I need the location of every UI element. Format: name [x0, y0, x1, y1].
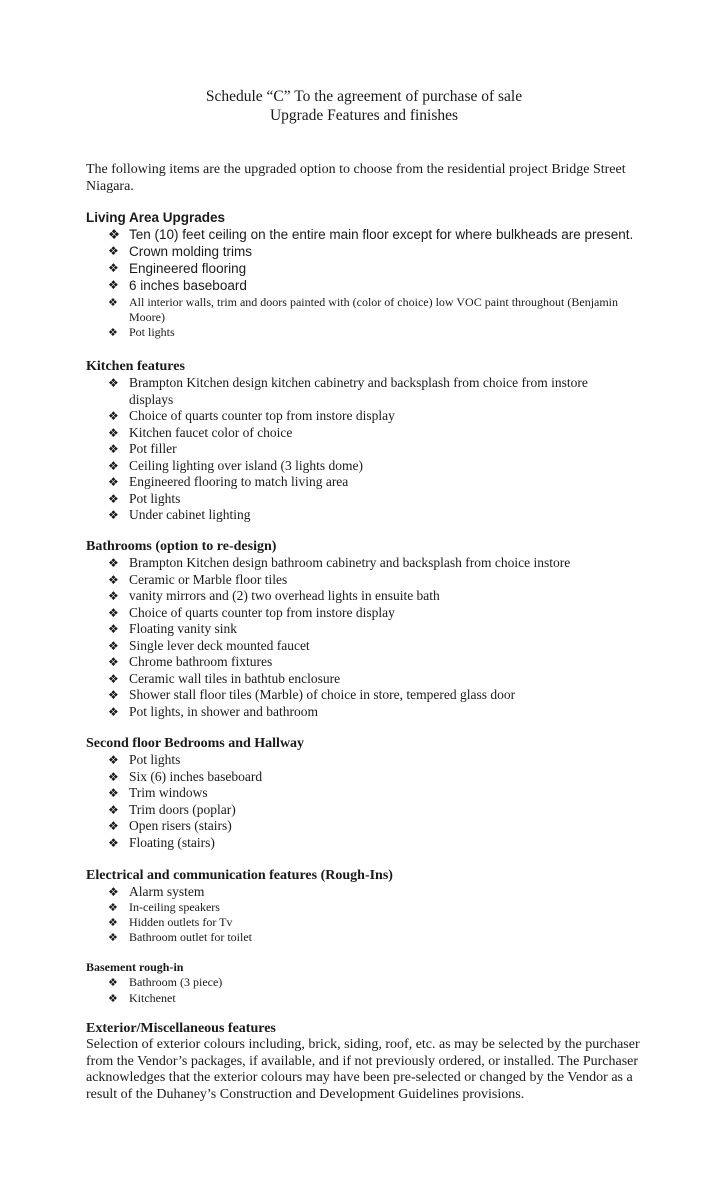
list-item-text: Ceiling lighting over island (3 lights dome)	[129, 457, 363, 473]
bullet-diamond-icon: ❖	[108, 296, 118, 309]
list-item-text: Brampton Kitchen design bathroom cabinetry and backsplash from choice instore	[129, 555, 571, 570]
bullet-list	[86, 752, 686, 851]
list-item-text: Ceramic wall tiles in bathtub enclosure	[129, 670, 341, 686]
section-heading: Electrical and communication features (Rough-Ins)	[86, 868, 393, 883]
bullet-diamond-icon: ❖	[108, 931, 118, 944]
list-item-text: vanity mirrors and (2) two overhead lights in ensuite bath	[129, 588, 440, 603]
bullet-diamond-icon: ❖	[108, 409, 119, 423]
list-item-text: Ten (10) feet ceiling on the entire main floor except for where bulkheads are present.	[129, 226, 634, 242]
bullet-diamond-icon: ❖	[108, 753, 119, 767]
bullet-diamond-icon: ❖	[108, 769, 119, 784]
list-item	[108, 802, 686, 819]
bullet-diamond-icon: ❖	[108, 572, 119, 587]
list-item	[108, 638, 686, 655]
title-line-2: Upgrade Features and finishes	[269, 107, 459, 124]
list-item-text: Trim windows	[129, 785, 208, 800]
bullet-diamond-icon: ❖	[108, 458, 119, 473]
list-item	[108, 785, 686, 802]
bullet-diamond-icon: ❖	[108, 326, 118, 339]
list-item-text: Single lever deck mounted faucet	[129, 637, 310, 653]
bullet-list	[86, 555, 686, 720]
list-item-text: All interior walls, trim and doors painted with (color of choice) low VOC paint throughout (Benjamin Moore)	[129, 295, 619, 324]
bullet-diamond-icon: ❖	[108, 508, 119, 522]
list-item	[108, 605, 686, 622]
list-item-text: Ceramic or Marble floor tiles	[129, 571, 288, 587]
bullet-diamond-icon: ❖	[108, 622, 119, 636]
bullet-diamond-icon: ❖	[108, 991, 118, 1005]
section-heading: Basement rough-in	[86, 960, 184, 974]
list-item	[108, 491, 628, 508]
bullet-diamond-icon: ❖	[108, 244, 119, 258]
list-item	[108, 671, 686, 688]
list-item-text: Pot filler	[129, 441, 177, 456]
list-item	[108, 572, 686, 589]
section-basement	[86, 960, 686, 1006]
list-item	[108, 474, 628, 491]
bullet-diamond-icon: ❖	[108, 802, 119, 817]
list-item	[108, 818, 686, 835]
list-item-text: Crown molding trims	[129, 244, 253, 259]
bullet-diamond-icon: ❖	[108, 376, 119, 390]
bullet-diamond-icon: ❖	[108, 556, 119, 570]
bullet-diamond-icon: ❖	[108, 475, 119, 489]
bullet-diamond-icon: ❖	[108, 976, 118, 989]
list-item-text: Kitchenet	[129, 990, 176, 1005]
list-item-text: Kitchen faucet color of choice	[129, 424, 293, 440]
bullet-diamond-icon: ❖	[108, 916, 118, 929]
section-heading: Kitchen features	[86, 359, 185, 374]
list-item	[108, 769, 686, 786]
bullet-diamond-icon: ❖	[108, 901, 118, 914]
section-heading: Living Area Upgrades	[86, 210, 226, 225]
list-item	[108, 835, 686, 852]
bullet-diamond-icon: ❖	[108, 819, 119, 833]
list-item-text: Bathroom (3 piece)	[129, 975, 223, 989]
list-item-text: In-ceiling speakers	[129, 900, 220, 914]
list-item-text: Alarm system	[129, 884, 205, 899]
list-item	[108, 654, 686, 671]
list-item	[108, 375, 628, 408]
list-item-text: Six (6) inches baseboard	[129, 768, 263, 784]
list-item	[108, 260, 686, 277]
section-kitchen	[86, 358, 686, 524]
document-title	[0, 87, 728, 125]
list-item	[108, 458, 628, 475]
section-heading: Exterior/Miscellaneous features	[86, 1021, 276, 1036]
bullet-diamond-icon: ❖	[108, 655, 119, 669]
list-item-text: Choice of quarts counter top from instore display	[129, 408, 395, 423]
list-item-text: Under cabinet lighting	[129, 507, 251, 522]
bullet-diamond-icon: ❖	[108, 278, 119, 292]
list-item	[108, 884, 686, 900]
bullet-diamond-icon: ❖	[108, 491, 119, 506]
list-item-text: Open risers (stairs)	[129, 818, 232, 833]
bullet-diamond-icon: ❖	[108, 226, 121, 243]
list-item	[108, 752, 686, 769]
bullet-diamond-icon: ❖	[108, 885, 119, 899]
section-exterior	[86, 1020, 686, 1103]
list-item-text: Engineered flooring to match living area	[129, 474, 349, 489]
bullet-diamond-icon: ❖	[108, 835, 119, 850]
list-item	[108, 991, 686, 1007]
list-item-text: 6 inches baseboard	[129, 278, 247, 293]
bullet-list	[86, 975, 686, 1006]
bullet-diamond-icon: ❖	[108, 425, 119, 440]
list-item-text: Shower stall floor tiles (Marble) of choice in store, tempered glass door	[129, 687, 516, 702]
bullet-diamond-icon: ❖	[108, 261, 119, 275]
list-item	[108, 227, 686, 244]
section-bedrooms	[86, 735, 686, 851]
intro-paragraph: The following items are the upgraded option to choose from the residential project Bridge Street Niagara.	[86, 162, 626, 194]
list-item-text: Chrome bathroom fixtures	[129, 654, 273, 669]
list-item	[108, 507, 628, 524]
bullet-list	[86, 227, 686, 341]
section-living-area	[86, 210, 686, 340]
bullet-diamond-icon: ❖	[108, 704, 119, 719]
list-item	[108, 243, 686, 260]
list-item-text: Engineered flooring	[129, 261, 247, 276]
title-line-1: Schedule “C” To the agreement of purchase of sale	[205, 88, 523, 105]
list-item-text: Floating (stairs)	[129, 834, 215, 850]
bullet-diamond-icon: ❖	[108, 688, 119, 702]
list-item-text: Pot lights	[129, 490, 181, 506]
list-item	[108, 588, 686, 605]
list-item	[108, 621, 686, 638]
exterior-paragraph: Selection of exterior colours including, brick, siding, roof, etc. as may be selected by the purchaser from the Vendor’s packages, if available, and if not previously ordered, or installed. The Purchaser acknowledges that the exterior colours may have been pre-selected or changed by the Vendor as a result of the Duhaney’s Construction and Development Guidelines provisions.	[86, 1037, 640, 1102]
bullet-diamond-icon: ❖	[108, 786, 119, 800]
list-item	[108, 930, 686, 945]
bullet-list	[86, 375, 628, 524]
section-electrical	[86, 867, 686, 945]
bullet-diamond-icon: ❖	[108, 671, 119, 686]
bullet-diamond-icon: ❖	[108, 605, 119, 620]
bullet-diamond-icon: ❖	[108, 589, 119, 603]
list-item	[108, 441, 628, 458]
list-item-text: Bathroom outlet for toilet	[129, 930, 252, 944]
list-item	[108, 294, 619, 325]
bullet-list	[86, 884, 686, 945]
section-heading: Bathrooms (option to re-design)	[86, 539, 277, 554]
list-item-text: Choice of quarts counter top from instore display	[129, 604, 395, 620]
list-item	[108, 425, 628, 442]
list-item-text: Floating vanity sink	[129, 621, 237, 636]
list-item-text: Pot lights	[129, 325, 175, 339]
bullet-diamond-icon: ❖	[108, 638, 119, 653]
list-item	[108, 555, 686, 572]
list-item-text: Hidden outlets for Tv	[129, 915, 233, 929]
list-item	[108, 900, 686, 915]
list-item	[108, 915, 686, 930]
list-item-text: Pot lights, in shower and bathroom	[129, 703, 318, 719]
section-bathrooms	[86, 538, 686, 720]
list-item	[108, 975, 686, 991]
list-item-text: Trim doors (poplar)	[129, 801, 236, 817]
list-item	[108, 704, 686, 721]
bullet-diamond-icon: ❖	[108, 442, 119, 456]
list-item	[108, 277, 686, 294]
list-item	[108, 325, 686, 340]
list-item-text: Brampton Kitchen design kitchen cabinetry and backsplash from choice from instore displays	[129, 375, 588, 407]
list-item-text: Pot lights	[129, 752, 181, 767]
section-heading: Second floor Bedrooms and Hallway	[86, 736, 305, 751]
list-item	[108, 687, 686, 704]
list-item	[108, 408, 628, 425]
